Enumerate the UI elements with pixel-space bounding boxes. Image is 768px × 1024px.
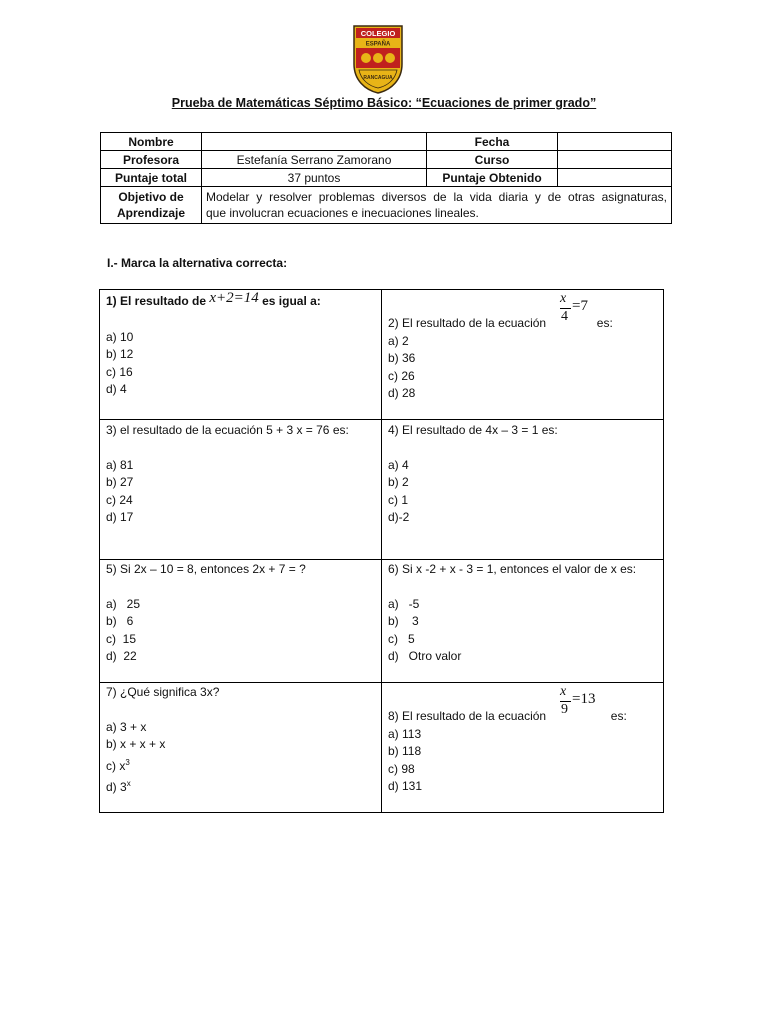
question-1-option-d[interactable]: d) 4 xyxy=(106,382,127,396)
nombre-label: Nombre xyxy=(101,133,202,151)
question-5-stem: 5) Si 2x – 10 = 8, entonces 2x + 7 = ? xyxy=(106,562,306,576)
question-3-stem: 3) el resultado de la ecuación 5 + 3 x = 76 es: xyxy=(106,423,349,437)
question-5-option-a[interactable]: a) 25 xyxy=(106,596,141,611)
puntaje-total-value: 37 puntos xyxy=(202,169,427,187)
question-8-frac-num: x xyxy=(560,684,567,699)
question-2-option-b[interactable]: b) 36 xyxy=(388,351,416,365)
profesora-value: Estefanía Serrano Zamorano xyxy=(202,151,427,169)
question-6 xyxy=(382,560,664,683)
puntaje-obtenido-field[interactable] xyxy=(558,169,672,187)
objetivo-label-line-2: Aprendizaje xyxy=(116,206,185,220)
fecha-label: Fecha xyxy=(427,133,558,151)
question-1-suffix: es igual a: xyxy=(262,294,321,308)
question-2-frac-den: 4 xyxy=(561,309,568,324)
crest-bottom-text: RANCAGUA xyxy=(363,75,393,81)
profesora-label: Profesora xyxy=(101,151,202,169)
question-3-option-c[interactable]: c) 24 xyxy=(106,492,133,507)
question-8-option-c[interactable]: c) 98 xyxy=(388,761,415,776)
question-1-option-a[interactable]: a) 10 xyxy=(106,329,134,344)
question-2-suffix: es: xyxy=(596,316,613,330)
question-3-option-d[interactable]: d) 17 xyxy=(106,510,134,524)
question-2-prefix: 2) El resultado de la ecuación xyxy=(388,316,547,330)
question-3-option-b[interactable]: b) 27 xyxy=(106,475,134,489)
question-3-option-a[interactable]: a) 81 xyxy=(106,457,134,472)
question-7-option-d-text: d) 3 xyxy=(106,780,127,794)
puntaje-obtenido-label: Puntaje Obtenido xyxy=(427,169,558,187)
question-8-frac-den: 9 xyxy=(561,702,568,717)
question-8-option-d[interactable]: d) 131 xyxy=(388,779,423,793)
question-8-stem xyxy=(388,708,657,726)
question-7-option-c-text: c) x xyxy=(106,758,126,773)
question-6-option-d[interactable]: d) Otro valor xyxy=(388,649,462,663)
question-2-stem xyxy=(388,315,657,333)
question-1 xyxy=(100,290,382,420)
question-3 xyxy=(100,420,382,560)
question-4-option-d[interactable]: d)-2 xyxy=(388,510,410,524)
question-4-option-c[interactable]: c) 1 xyxy=(388,492,409,507)
question-5-option-c[interactable]: c) 15 xyxy=(106,631,137,646)
objetivo-value-line-1: Modelar y resolver problemas diversos de la vida diaria y de otras asignaturas, xyxy=(206,190,667,204)
nombre-field[interactable] xyxy=(202,133,427,151)
question-1-option-b[interactable]: b) 12 xyxy=(106,347,134,361)
school-crest-logo xyxy=(351,24,405,94)
fecha-field[interactable] xyxy=(558,133,672,151)
objetivo-value-line-2: que involucran ecuaciones e inecuaciones lineales. xyxy=(206,206,479,220)
question-4-stem: 4) El resultado de 4x – 3 = 1 es: xyxy=(388,423,558,437)
question-5-option-b[interactable]: b) 6 xyxy=(106,614,134,628)
question-6-option-b[interactable]: b) 3 xyxy=(388,614,419,628)
question-1-option-c[interactable]: c) 16 xyxy=(106,364,133,379)
question-2 xyxy=(382,290,664,420)
question-8 xyxy=(382,683,664,813)
question-1-equation: x+2=14 xyxy=(209,290,259,306)
question-6-option-a[interactable]: a) -5 xyxy=(388,596,420,611)
crest-mid-text: ESPAÑA xyxy=(365,41,391,48)
question-7-option-c[interactable] xyxy=(106,754,375,776)
question-8-option-a[interactable]: a) 113 xyxy=(388,726,422,741)
question-7-option-d[interactable] xyxy=(106,775,375,797)
question-5-option-d[interactable]: d) 22 xyxy=(106,649,137,663)
question-6-option-c[interactable]: c) 5 xyxy=(388,631,415,646)
question-2-frac-rhs: =7 xyxy=(572,298,588,314)
question-7-option-b[interactable]: b) x + x + x xyxy=(106,737,166,751)
objetivo-label xyxy=(101,187,202,224)
question-1-prefix: 1) El resultado de xyxy=(106,294,210,308)
question-1-stem xyxy=(106,290,375,311)
question-2-option-d[interactable]: d) 28 xyxy=(388,386,416,400)
question-2-option-c[interactable]: c) 26 xyxy=(388,368,415,383)
questions-table xyxy=(99,289,664,813)
question-4-option-a[interactable]: a) 4 xyxy=(388,457,409,472)
question-7 xyxy=(100,683,382,813)
puntaje-total-label: Puntaje total xyxy=(101,169,202,187)
section-title: I.- Marca la alternativa correcta: xyxy=(107,256,288,270)
objetivo-value xyxy=(202,187,672,224)
question-7-stem: 7) ¿Qué significa 3x? xyxy=(106,685,220,699)
question-8-frac-rhs: =13 xyxy=(572,691,596,707)
curso-field[interactable] xyxy=(558,151,672,169)
question-8-option-b[interactable]: b) 118 xyxy=(388,744,422,758)
curso-label: Curso xyxy=(427,151,558,169)
question-4 xyxy=(382,420,664,560)
question-8-prefix: 8) El resultado de la ecuación xyxy=(388,709,547,723)
crest-top-text: COLEGIO xyxy=(360,29,396,38)
question-4-option-b[interactable]: b) 2 xyxy=(388,475,409,489)
question-8-suffix: es: xyxy=(610,709,627,723)
question-2-option-a[interactable]: a) 2 xyxy=(388,333,409,348)
question-2-frac-num: x xyxy=(560,291,567,306)
question-7-option-a[interactable]: a) 3 + x xyxy=(106,719,147,734)
question-7-option-d-sup: x xyxy=(126,779,131,788)
question-7-option-c-sup: 3 xyxy=(125,757,130,767)
question-5 xyxy=(100,560,382,683)
page-title: Prueba de Matemáticas Séptimo Básico: “Ecuaciones de primer grado” xyxy=(171,96,597,110)
question-6-stem: 6) Si x -2 + x - 3 = 1, entonces el valor de x es: xyxy=(388,562,637,576)
objetivo-label-line-1: Objetivo de xyxy=(118,190,184,204)
student-info-table xyxy=(100,132,672,224)
